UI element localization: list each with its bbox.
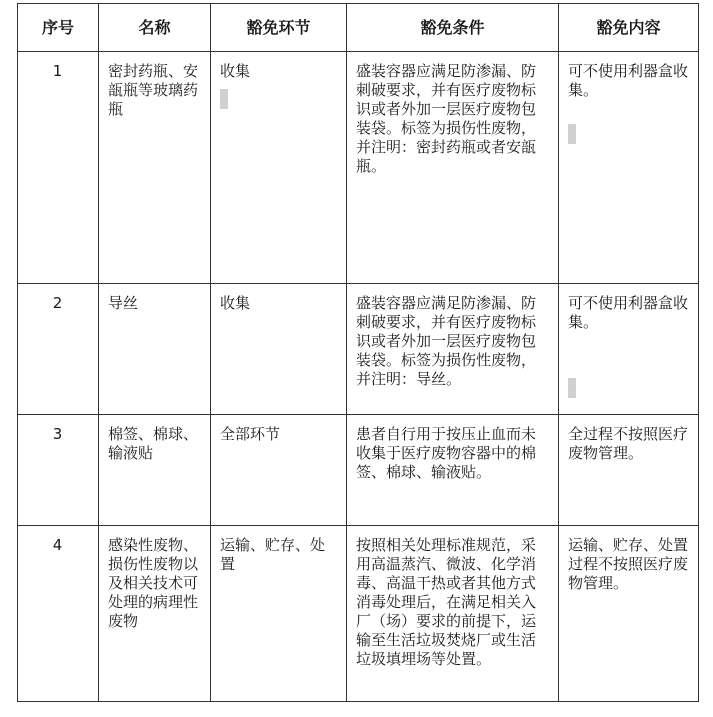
- cell-stage: [211, 526, 347, 702]
- cell-stage-text: 收集: [220, 62, 251, 80]
- cell-seq: [18, 52, 99, 284]
- table-row: [18, 284, 699, 415]
- cell-condition: [347, 52, 559, 284]
- cell-stage: [211, 415, 347, 526]
- cell-name-text: 感染性废物、损伤性废物以及相关技术可处理的病理性废物: [108, 536, 199, 630]
- cell-name: [99, 52, 211, 284]
- cell-seq: [18, 415, 99, 526]
- header-name: 名称: [99, 4, 211, 52]
- cell-condition-text: 患者自行用于按压止血而未收集于医疗废物容器中的棉签、棉球、输液贴。: [356, 425, 537, 481]
- cell-condition: [347, 415, 559, 526]
- cell-content-text: 运输、贮存、处置过程不按照医疗废物管理。: [568, 536, 689, 592]
- placeholder-mark: [568, 124, 576, 144]
- placeholder-mark: [220, 89, 228, 109]
- cell-seq-text: 2: [52, 294, 63, 312]
- cell-stage: [211, 52, 347, 284]
- cell-content: [559, 415, 699, 526]
- table-header-row: [18, 4, 699, 52]
- cell-content: [559, 526, 699, 702]
- cell-content: [559, 284, 699, 415]
- cell-seq-text: 3: [52, 425, 63, 443]
- table-row: [18, 52, 699, 284]
- cell-content-text: 可不使用利器盒收集。: [568, 294, 689, 331]
- cell-condition-text: 盛装容器应满足防渗漏、防刺破要求，并有医疗废物标识或者外加一层医疗废物包装袋。标签为损伤性废物，并注明：密封药瓶或者安瓿瓶。: [356, 62, 537, 175]
- cell-name: [99, 526, 211, 702]
- cell-stage-text: 收集: [220, 294, 251, 312]
- cell-name-text: 密封药瓶、安瓿瓶等玻璃药瓶: [108, 62, 199, 118]
- cell-stage: [211, 284, 347, 415]
- exemption-table: [17, 3, 699, 702]
- header-content: 豁免内容: [559, 4, 699, 52]
- cell-seq-text: 4: [52, 536, 63, 554]
- cell-name-text: 导丝: [108, 294, 139, 312]
- header-stage: 豁免环节: [211, 4, 347, 52]
- placeholder-mark: [568, 378, 576, 398]
- cell-condition: [347, 526, 559, 702]
- table-row: [18, 526, 699, 702]
- cell-name-text: 棉签、棉球、输液贴: [108, 425, 199, 462]
- cell-content-text: 可不使用利器盒收集。: [568, 62, 689, 99]
- cell-condition-text: 盛装容器应满足防渗漏、防刺破要求，并有医疗废物标识或者外加一层医疗废物包装袋。标签为损伤性废物，并注明：导丝。: [356, 294, 537, 388]
- cell-seq: [18, 526, 99, 702]
- cell-name: [99, 284, 211, 415]
- cell-content-text: 全过程不按照医疗废物管理。: [568, 425, 689, 462]
- table-row: [18, 415, 699, 526]
- cell-stage-text: 运输、贮存、处置: [220, 536, 326, 573]
- cell-content: [559, 52, 699, 284]
- cell-condition: [347, 284, 559, 415]
- cell-seq-text: 1: [52, 62, 63, 80]
- cell-name: [99, 415, 211, 526]
- cell-condition-text: 按照相关处理标准规范，采用高温蒸汽、微波、化学消毒、高温干热或者其他方式消毒处理后，在满足相关入厂（场）要求的前提下，运输至生活垃圾焚烧厂或生活垃圾填埋场等处置。: [356, 536, 537, 668]
- cell-seq: [18, 284, 99, 415]
- header-condition: 豁免条件: [347, 4, 559, 52]
- cell-stage-text: 全部环节: [220, 425, 281, 443]
- header-seq: 序号: [18, 4, 99, 52]
